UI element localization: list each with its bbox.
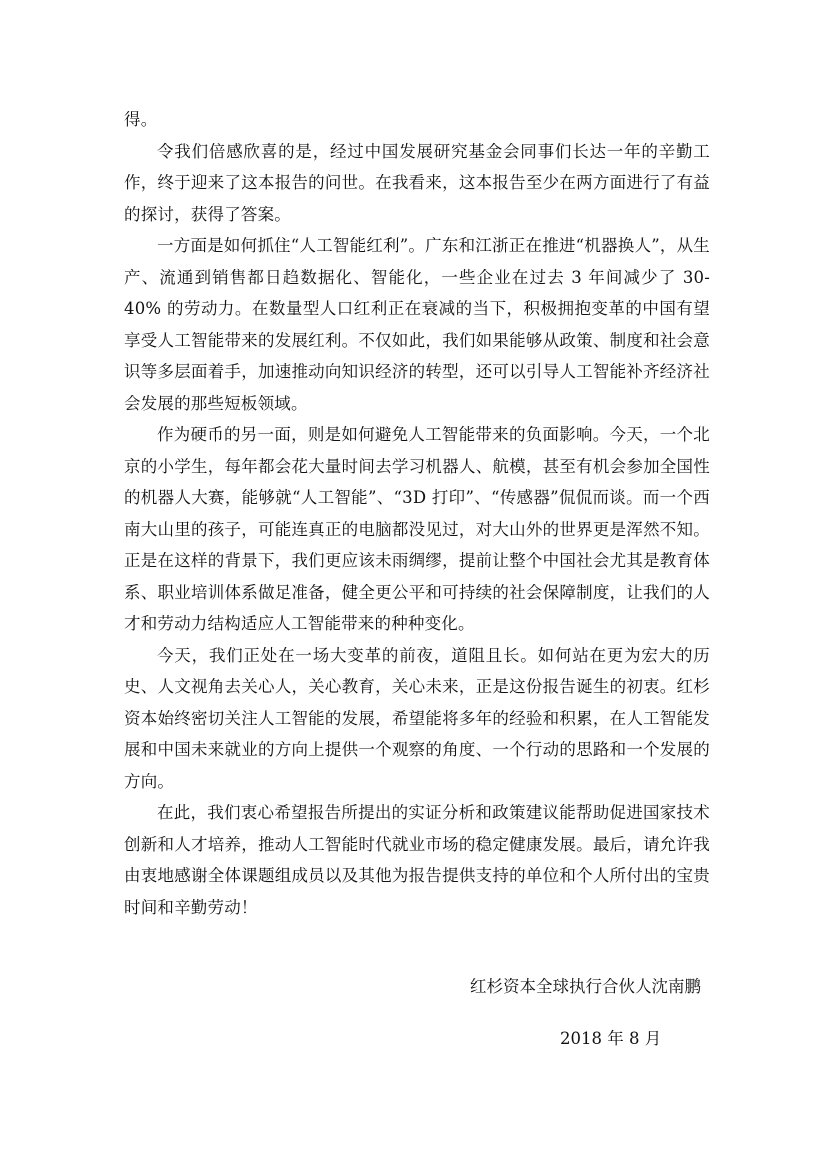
paragraph-negative-impact: 作为硬币的另一面，则是如何避免人工智能带来的负面影响。今天，一个北京的小学生，每年都会花大量时间去学习机器人、航模，甚至有机会参加全国性的机器人大赛，能够就“人工智能”、“3D 打印”、“传感器”侃侃而谈。而一个西南大山里的孩子，可能连真正的电脑都没见过，对大山外的世界更是浑然不知。正是在这样的背景下，我们更应该未雨绸缪，提前让整个中国社会尤其是教育体系、职业培训体系做足准备，健全更公平和可持续的社会保障制度，让我们的人才和劳动力结构适应人工智能带来的种种变化。 [124,425,710,633]
signature-line: 红杉资本全球执行合伙人沈南鹏 [470,977,701,996]
paragraph-ai-dividend: 一方面是如何抓住“人工智能红利”。广东和江浙正在推进“机器换人”，从生产、流通到销售都日趋数据化、智能化，一些企业在过去 3 年间减少了 30-40% 的劳动力。在数量型人口红利正在衰减的当下，积极拥抱变革的中国有望享受人工智能带来的发展红利。不仅如此，我们如果能够从政策、制度和社会意识等多层面着手，加速推动向知识经济的转型，还可以引导人工智能补齐经济社会发展的那些短板领域。 [124,236,710,413]
paragraph-continuation: 得。 [124,110,158,129]
paragraph-report-release: 令我们倍感欣喜的是，经过中国发展研究基金会同事们长达一年的辛勤工作，终于迎来了这本报告的问世。在我看来，这本报告至少在两方面进行了有益的探讨，获得了答案。 [124,141,710,224]
date-line: 2018 年 8 月 [560,1029,662,1048]
paragraph-report-purpose: 今天，我们正处在一场大变革的前夜，道阻且长。如何站在更为宏大的历史、人文视角去关心人，关心教育，关心未来，正是这份报告诞生的初衷。红杉资本始终密切关注人工智能的发展，希望能将多年的经验和积累，在人工智能发展和中国未来就业的方向上提供一个观察的角度、一个行动的思路和一个发展的方向。 [124,645,710,791]
document-body [124,104,710,923]
paragraph-acknowledgements: 在此，我们衷心希望报告所提出的实证分析和政策建议能帮助促进国家技术创新和人才培养，推动人工智能时代就业市场的稳定健康发展。最后，请允许我由衷地感谢全体课题组成员以及其他为报告提供支持的单位和个人所付出的宝贵时间和辛勤劳动！ [124,803,710,917]
